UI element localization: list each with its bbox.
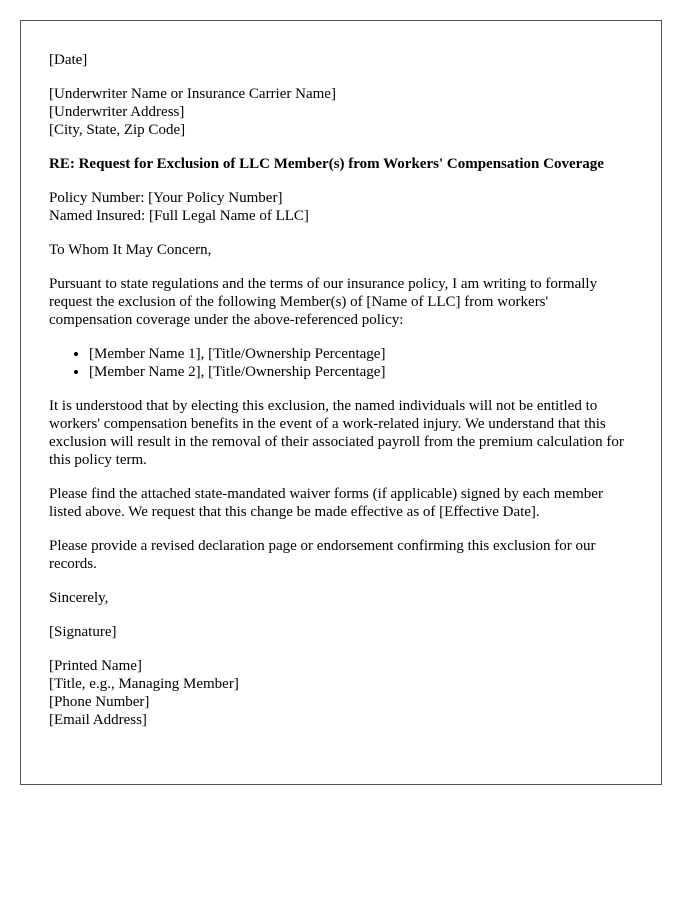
member-list-item: • [Member Name 1], [Title/Ownership Percentage] [89,345,633,363]
signature-placeholder: [Signature] [49,624,117,640]
closing: Sincerely, [49,590,109,606]
subject-line: RE: Request for Exclusion of LLC Member(s) from Workers' Compensation Coverage [49,156,604,172]
sender-title: [Title, e.g., Managing Member] [49,676,239,692]
salutation: To Whom It May Concern, [49,242,212,258]
recipient-name: [Underwriter Name or Insurance Carrier Name] [49,86,336,102]
recipient-address: [Underwriter Address] [49,104,185,120]
policy-number: Policy Number: [Your Policy Number] [49,190,283,206]
recipient-city-state-zip: [City, State, Zip Code] [49,122,186,138]
sender-printed-name: [Printed Name] [49,658,142,674]
body-paragraph-request: Pursuant to state regulations and the terms of our insurance policy, I am writing to formally request the exclusion of the following Member(s) of [Name of LLC] from workers' compensation coverage under the above-referenced policy: [49,276,598,328]
body-paragraph-waiver: Please find the attached state-mandated waiver forms (if applicable) signed by each member listed above. We request that this change be made effective as of [Effective Date]. [49,486,603,520]
named-insured: Named Insured: [Full Legal Name of LLC] [49,208,309,224]
sender-email: [Email Address] [49,712,147,728]
body-paragraph-revised-declaration: Please provide a revised declaration page or endorsement confirming this exclusion for our records. [49,538,596,572]
member-list-item: • [Member Name 2], [Title/Ownership Percentage] [89,363,633,381]
policy-info-block [49,189,633,225]
letter-document [20,20,662,785]
letter-date: [Date] [49,52,88,68]
recipient-address-block [49,85,633,139]
sender-phone: [Phone Number] [49,694,150,710]
member-list [49,345,633,381]
sender-block [49,657,633,729]
body-paragraph-understanding: It is understood that by electing this exclusion, the named individuals will not be entitled to workers' compensation benefits in the event of a work-related injury. We understand that this exclusion will result in the removal of their associated payroll from the premium calculation for this policy term. [49,398,624,468]
date-line [49,51,633,69]
